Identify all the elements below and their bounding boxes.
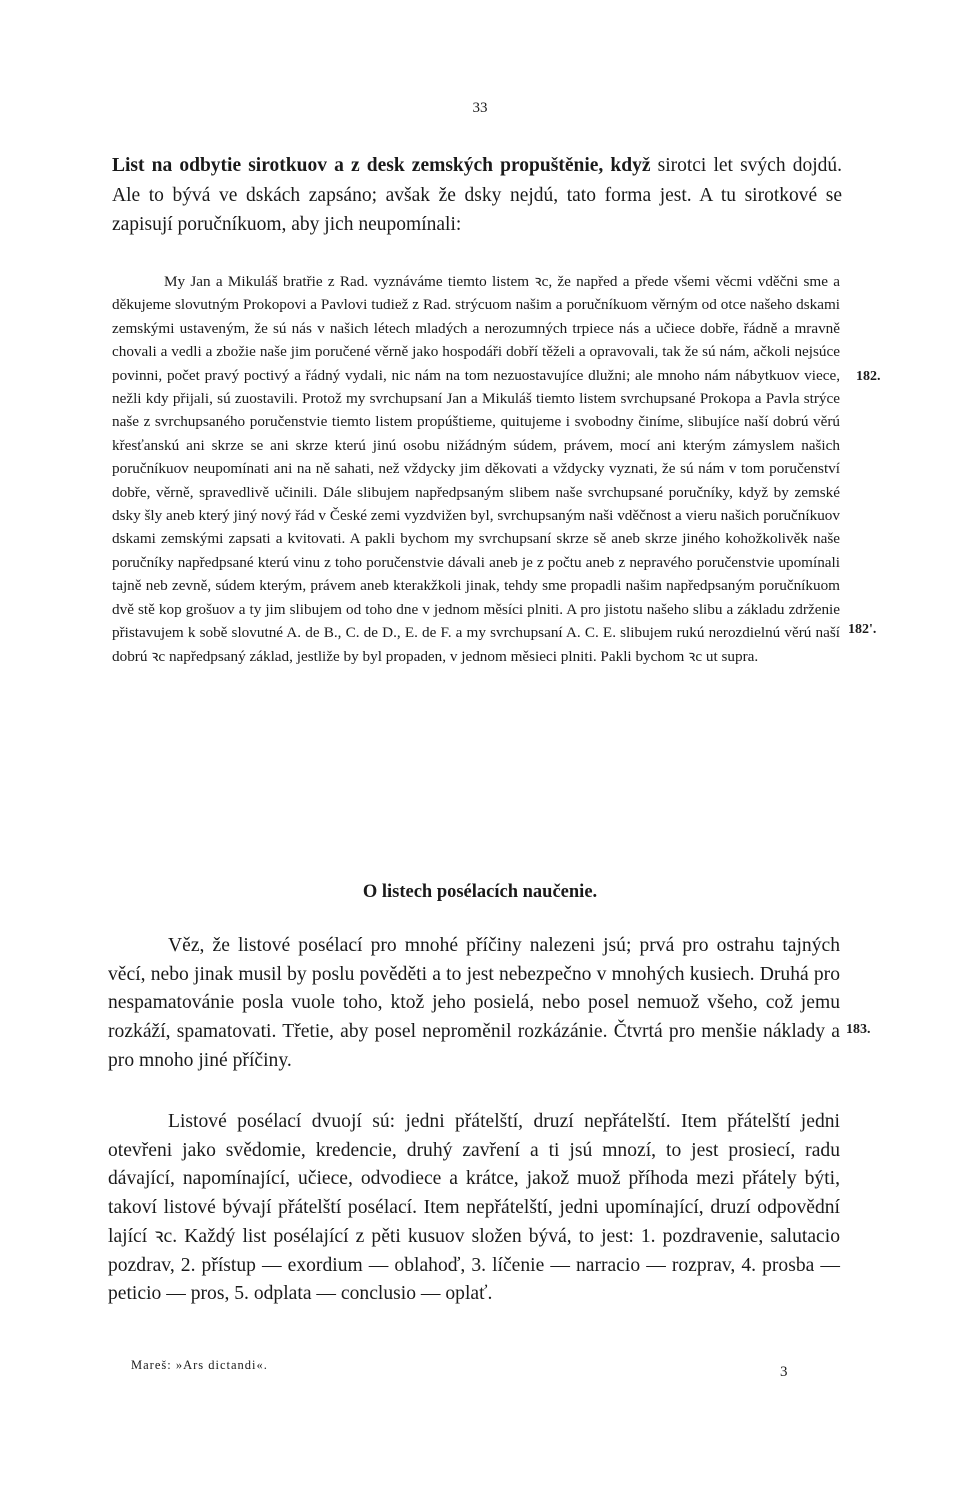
margin-number-182-prime: 182'.: [848, 622, 877, 637]
section-heading-1: [112, 151, 842, 240]
letter-body: My Jan a Mikuláš bratřie z Rad. vyznáváme tiemto listem ꝛc, že napřed a přede všemi věcmi vděčni sme a děkujeme slovutným Prokopovi a Pavlovi tudiež z Rad. strýcuom našim a poručníkuom věrným od otce našeho dskami zemskými ustaveným, že sú nás v našich létech mladých a nerozumných trpiece nás a učiece dobře, řádně a mravně chovali a vedli a zbožie naše jim poručené věrně jako hospodáři dobří těželi a opravovali, tak že sú nám, ačkoli nejsúce povinni, počet pravý poctivý a řádný vydali, nic nám na tom nezuostavujíce dlužni; ale mnoho nám nábytkuov viece, nežli kdy přijali, sú zuostavili. Protož my svrchupsaní Jan a Mikuláš tiemto listem svrchupsané Prokopa a Pavla strýce naše z svrchupsaného poručenstvie tiemto listem propúštieme, quitujeme i svobodny činíme, slibujíce naší dobrú věrú křesťanskú ani skrze se ani skrze kterú jinú osobu nižádným súdem, právem, mocí ani kterým zámyslem našich poručníkuov neupomínati ani na ně sahati, než vždycky jim děkovati a vždycky vyznati, že sú nám v tom poručenství dobře, věrně, spravedlivě učinili. Dále slibujem napředpsaným slibem naše svrchupsané poručníky, když by zemské dsky šly aneb který jiný nový řád v České zemi vyzdvižen byl, svrchupsaným naši vděčnost a vieru našich poručníkuov dskami zemskými zapsati a kvitovati. A pakli bychom my svrchupsaní skrze sě aneb skrze jiného kohožkolivěk naše poručníky napředpsané kterú vinu z toho poručenstvie dávali aneb je z počtu aneb z nepravého poručenstvie upomínali tajně neb zevně, súdem kterým, právem aneb kterakžkoli jinak, tehdy sme propadli našim napředpsaným poručníkuom dvě stě kop grošuov a ty jim slibujem od toho dne v jednom měsíci plniti. A pro jistotu našeho slibu a základu zdrženie přistavujem k sobě slovutné A. de B., C. de D., E. de F. a my svrchupsaní A. C. E. slibujem rukú nerozdielnú věrú naší dobrú ꝛc napředpsaný základ, jestliže by byl propaden, v jednom měsieci plniti. Pakli bychom ꝛc ut supra.: [112, 273, 840, 665]
section-heading-2: O listech posélacích naučenie.: [362, 882, 598, 902]
paragraph-1: Věz, že listové posélací pro mnohé příčiny nalezeni jsú; prvá pro ostrahu tajných věcí, nebo jinak musil by poslu pověděti a to jest nebezpečno v mnohých kusiech. Druhá pro nespamatovánie posla vuole toho, ktož jeho posielá, nebo posel nemuož všeho, což jemu rozkáží, spamatovati. Třetie, aby posel neproměnil rozkázánie. Čtvrtá pro menšie náklady a pro mnoho jiné příčiny.: [108, 935, 840, 1071]
page-number: 33: [472, 100, 488, 116]
footer-source: Mareš: »Ars dictandi«.: [131, 1358, 268, 1372]
paragraph-2: Listové posélací dvuojí sú: jedni přátelští, druzí nepřátelští. Item přátelští jedni otevřeni jako svědomie, kredencie, druhý zavření a ti jsú mnozí, to jest prosiecí, radu dávající, napomínající, učiece, odvodiece a krátce, jakož muož příhoda mezi přátely býti, takoví listové bývají přátelští posélací. Item nepřátelští, jedni upomínající, druzí odpovědní lající ꝛc. Každý list posélající z pěti kusuov složen bývá, to jest: 1. pozdravenie, salutacio pozdrav, 2. přístup — exordium — oblahoď, 3. líčenie — narracio — rozprav, 4. prosba — peticio — pros, 5. odplata — conclusio — oplať.: [108, 1111, 840, 1305]
margin-number-182: 182.: [856, 369, 881, 384]
footer-signature-number: 3: [780, 1364, 788, 1380]
margin-number-183: 183.: [846, 1022, 871, 1037]
section-heading-1-rest: sirotci let svých dojdú. Ale to bývá ve dskách zapsáno; avšak že dsky nejdú, tato forma jest. A tu sirotkové se zapisují poručníkuom, aby jich neupomínali:: [112, 155, 842, 235]
section-heading-1-bold: List na odbytie sirotkuov a z desk zemských propuštěnie, když: [112, 155, 651, 176]
